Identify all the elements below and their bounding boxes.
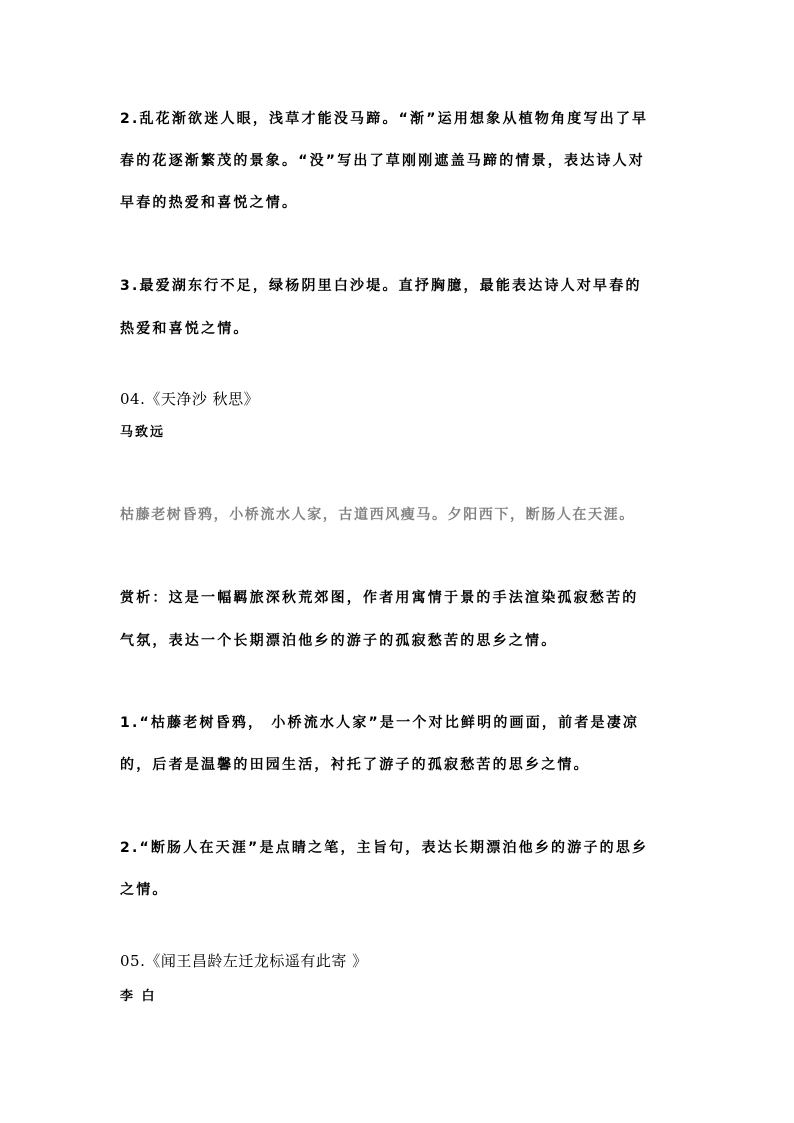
analysis-item-2-line-1: 2.乱花渐欲迷人眼，浅草才能没马蹄。“渐”运用想象从植物角度写出了早 (120, 111, 649, 127)
analysis-item-2-line-3: 早春的热爱和喜悦之情。 (120, 195, 299, 211)
analysis-04-item-1-line-1: 1.“枯藤老树昏鸦， 小桥流水人家”是一个对比鲜明的画面，前者是凄凉 (120, 715, 640, 731)
poem-title-05: 05.《闻王昌龄左迁龙标遥有此寄 》 (120, 952, 368, 970)
appreciation-line-2: 气氛，表达一个长期漂泊他乡的游子的孤寂愁苦的思乡之情。 (120, 633, 558, 649)
poem-author-05: 李 白 (120, 989, 157, 1004)
appreciation-line-1: 赏析：这是一幅羁旅深秋荒郊图，作者用寓情于景的手法渲染孤寂愁苦的 (120, 590, 639, 606)
analysis-04-item-1-line-2: 的，后者是温馨的田园生活，衬托了游子的孤寂愁苦的思乡之情。 (120, 757, 590, 773)
analysis-04-item-2-line-1: 2.“断肠人在天涯”是点睛之笔，主旨句，表达长期漂泊他乡的游子的思乡 (120, 840, 649, 856)
poem-title-04: 04.《天净沙 秋思》 (120, 390, 260, 408)
analysis-item-3-line-1: 3.最爱湖东行不足，绿杨阴里白沙堤。直抒胸臆，最能表达诗人对早春的 (120, 278, 642, 294)
analysis-item-2-line-2: 春的花逐渐繁茂的景象。“没”写出了草刚刚遮盖马蹄的情景，表达诗人对 (120, 153, 646, 169)
analysis-item-3-line-2: 热爱和喜悦之情。 (120, 321, 250, 337)
analysis-04-item-2-line-2: 之情。 (120, 882, 169, 898)
poem-author-04: 马致远 (120, 425, 166, 440)
poem-text-04: 枯藤老树昏鸦，小桥流水人家，古道西风瘦马。夕阳西下，断肠人在天涯。 (120, 507, 635, 523)
